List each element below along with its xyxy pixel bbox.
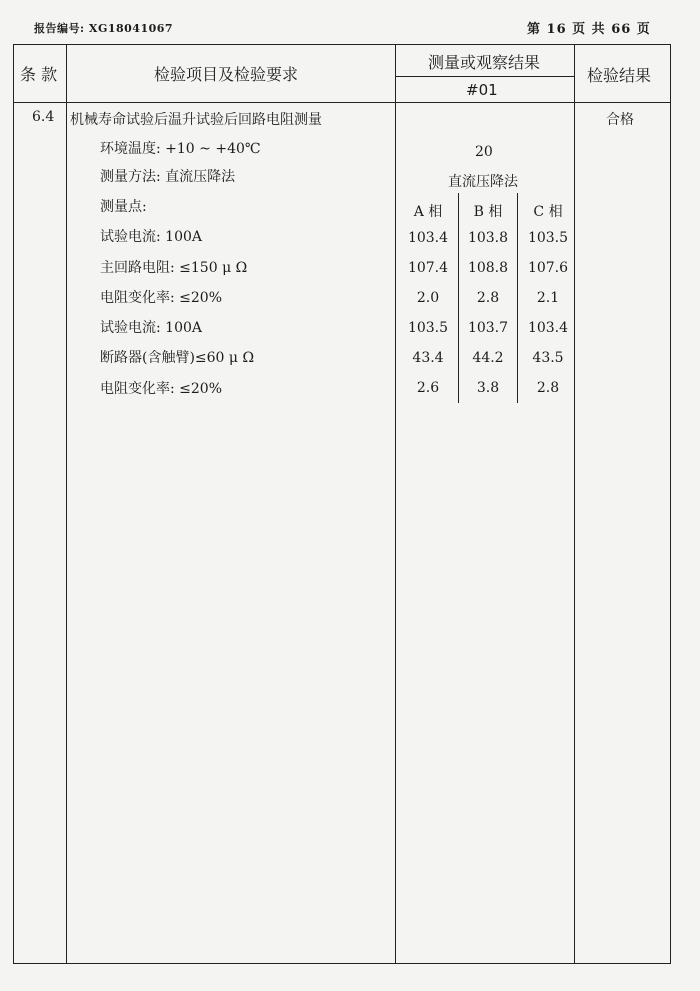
value-cell: 2.6 [416,380,440,396]
report-number-label: 报告编号: [34,22,85,35]
value-cell: 107.6 [527,260,569,276]
value-cell: 44.2 [472,350,504,366]
col-result-header: 检验结果 [587,66,652,85]
value-cell: 2.0 [416,290,440,306]
value-cell: 107.4 [407,260,449,276]
col-measure-header: 测量或观察结果 [428,53,541,72]
phase-a-header: A 相 [413,204,443,220]
col-item-header: 检验项目及检验要求 [154,65,299,84]
col-divider-2 [395,45,396,963]
report-number [34,20,173,36]
value-cell: 43.5 [532,350,564,366]
value-cell: 103.5 [407,320,449,336]
item-test-current-1: 试验电流: 100A [100,229,202,245]
value-cell: 2.1 [536,290,560,306]
item-points: 测量点: [100,199,147,215]
page-info: 第 16 页 共 66 页 [527,22,651,37]
sample-id: #01 [466,81,498,99]
value-cell: 108.8 [467,260,509,276]
item-main-resistance: 主回路电阻: ≤150 μ Ω [100,260,248,276]
report-number-value: XG18041067 [88,22,174,35]
value-cell: 2.8 [476,290,500,306]
phase-b-header: B 相 [473,204,503,220]
test-result: 合格 [606,112,634,128]
phase-c-header: C 相 [533,204,563,220]
col-clause-header: 条 款 [20,65,58,84]
clause-number: 6.4 [32,109,55,125]
item-resistance-change-2: 电阻变化率: ≤20% [100,381,223,397]
value-cell: 103.4 [407,230,449,246]
item-test-current-2: 试验电流: 100A [100,320,202,336]
header-bottom-line [14,102,670,103]
col-divider-3 [574,45,575,963]
item-method: 测量方法: 直流压降法 [100,169,236,185]
inspection-table [13,44,671,964]
ambient-temp-value: 20 [475,144,493,160]
value-cell: 2.8 [536,380,560,396]
value-cell: 103.8 [467,230,509,246]
value-cell: 103.5 [527,230,569,246]
item-ambient-temp: 环境温度: +10 ~ +40℃ [100,141,261,157]
test-title: 机械寿命试验后温升试验后回路电阻测量 [70,112,322,128]
method-value: 直流压降法 [448,174,518,190]
col-divider-1 [66,45,67,963]
value-cell: 43.4 [412,350,444,366]
item-breaker-resistance: 断路器(含触臂)≤60 μ Ω [100,350,255,366]
value-cell: 3.8 [476,380,500,396]
item-resistance-change-1: 电阻变化率: ≤20% [100,290,223,306]
value-cell: 103.4 [527,320,569,336]
value-cell: 103.7 [467,320,509,336]
sample-id-divider [395,76,574,77]
